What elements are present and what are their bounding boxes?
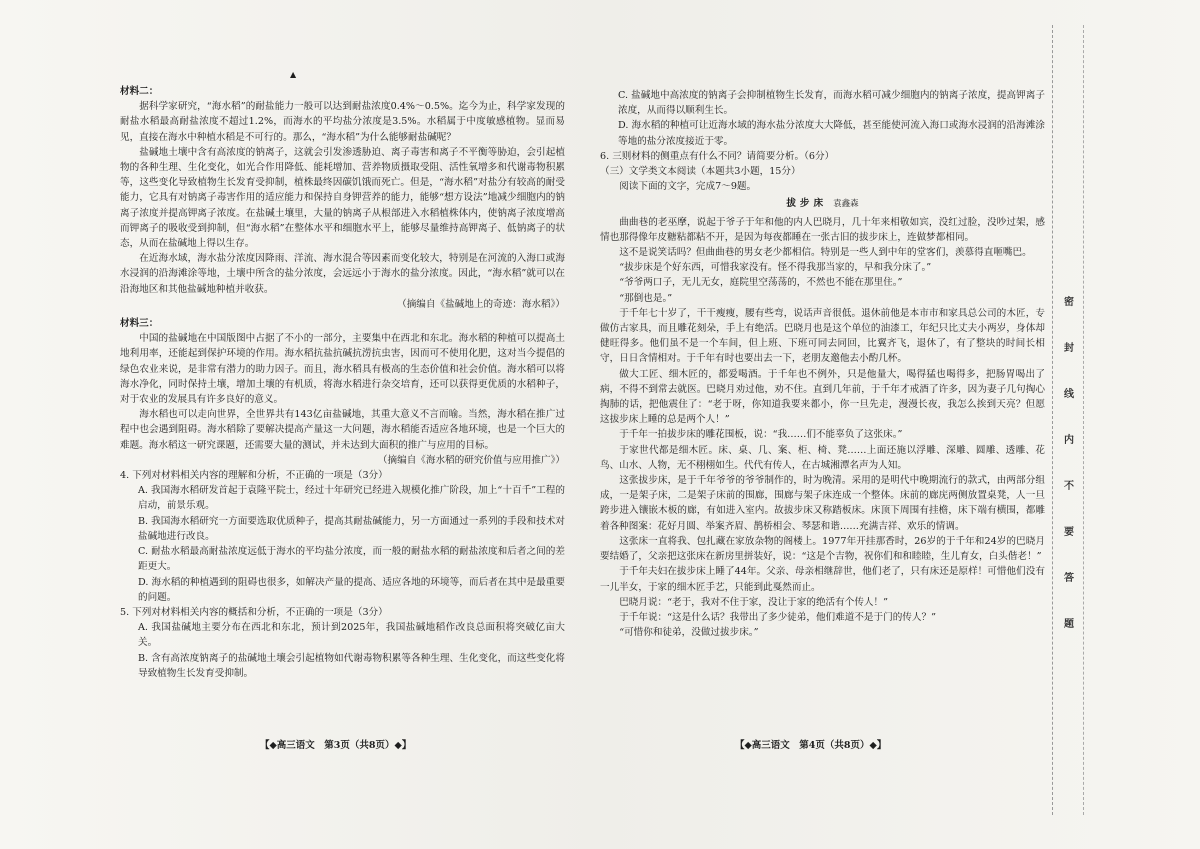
question-6: 6. 三则材料的侧重点有什么不同？请简要分析。（6分） xyxy=(600,150,835,162)
story-paragraph: 于千年七十岁了，干干瘦瘦，腰有些弯，说话声音很低。退休前他是本市市和家具总公司的木匠，专做仿古家具，而且雕花刻朵，手上有绝活。巴晓月也是这个单位的油漆工，年纪只比丈夫小两岁，身体却健旺得多。他们虽不是一个车间，但上班、下班可同去同回，比翼齐飞，退休了，有了整块的时间长相守，日日含情相对。于千年有时也要出去一下，老朋友邀他去小酌几杯。 xyxy=(600,307,1045,365)
material-2-paragraph: 盐碱地土壤中含有高浓度的钠离子，这就会引发渗透胁迫、离子毒害和离子不平衡等胁迫，会引起植物的各种生理、生化变化，如光合作用降低、能耗增加、营养物质摄取受阻、活性氧增多和代谢毒物积累等，这些变化导致植物生长发育受抑制，植株最终因碳饥饿而死亡。但是，“海水稻”对盐分有较高的耐受能力，它具有对钠离子毒害作用的适应能力和保持自身钾营养的能力，能够“想方设法”地减少细胞内的钠离子浓度并提高钾离子浓度。在盐碱土壤里，大量的钠离子从根部进入水稻植株体内，使钠离子浓度增高而钾离子的吸收受到抑制，但“海水稻”在整体水平和细胞水平上，能够尽量维持高钾离子、低钠离子的状态，从而在盐碱地上得以生存。 xyxy=(120,146,565,250)
story-paragraph: “爷爷两口子，无儿无女，庭院里空荡荡的，不然也不能在那里住。” xyxy=(619,277,903,289)
question-5-option-c: C. 盐碱地中高浓度的钠离子会抑制植物生长发育，而海水稻可减少细胞内的钠离子浓度，提高钾离子浓度，从而得以顺利生长。 xyxy=(618,90,1045,117)
material-2-heading: 材料二： xyxy=(120,86,159,97)
story-paragraph: 于家世代都是细木匠。床、桌、几、案、柜、椅、凳……上面还施以浮雕、深雕、圆雕、透雕、花鸟、山水、人物，无不栩栩如生。代代有传人，在古城湘潭名声为人知。 xyxy=(600,444,1045,471)
story-paragraph: 这不是说笑话吗？但曲曲巷的男女老少都相信。特别是一些人到中年的堂客们，羡慕得直咂嘴巴。 xyxy=(619,247,1032,259)
page-3 xyxy=(120,80,565,681)
question-4-option-d: D. 海水稻的种植遇到的阻碍也很多，如解决产量的提高、适应各地的环境等，而后者在其中是最重要的问题。 xyxy=(138,576,565,603)
question-5-option-a: A. 我国盐碱地主要分布在西北和东北，预计到2025年，我国盐碱地稻作改良总面积将突破亿亩大关。 xyxy=(138,622,565,649)
page-4-footer: 【◆高三语文 第4页（共8页）◆】 xyxy=(735,740,887,751)
material-2-paragraph: 在近海水域，海水盐分浓度因降雨、洋流、海水混合等因素而变化较大，特别是在河流的入海口或海水浸润的沿海滩涂等地，土壤中所含的盐分浓度，会远远小于海水的盐分浓度。因此，“海水稻”就可以在沿海地区和其他盐碱地种植并收获。 xyxy=(120,253,565,295)
story-paragraph: 做大工匠、细木匠的，都爱喝酒。于千年也不例外，只是他量大，喝得猛也喝得多，把肠胃喝出了病，不得不到常去就医。巴晓月劝过他，劝不住。直到几年前，于千年才戒酒了许多，因为妻子几句掏心掏肺的话，把他震住了：“老于呀，你知道我要来都小，你一旦先走，漫漫长夜，我怎么挨到天亮？但愿这拔步床上睡的总是两个人！” xyxy=(600,368,1045,426)
material-3-paragraph: 中国的盐碱地在中国版图中占据了不小的一部分，主要集中在西北和东北。海水稻的种植可以提高土地利用率，还能起到保护环境的作用。海水稻抗盐抗碱抗涝抗虫害，因而可不使用化肥，这对当今提倡的绿色农业来说，是非常有潜力的助力因子。而且，海水稻具有极高的生态价值和社会价值。海水稻可以将海水净化，同时保持土壤，增加土壤的有机质，将海水稻进行杂交培育，还可以获得更优质的水稻种子，对于农业的发展具有许多良好的意义。 xyxy=(120,333,565,406)
story-paragraph: 巴晓月说：“老于，我对不住于家，没让于家的绝活有个传人！” xyxy=(619,596,889,608)
material-3-citation: （摘编自《海水稻的研究价值与应用推广》） xyxy=(377,454,565,466)
question-4-option-c: C. 耐盐水稻最高耐盐浓度远低于海水的平均盐分浓度，而一般的耐盐水稻的耐盐浓度和后者之间的差距更大。 xyxy=(138,546,565,573)
question-4-option-b: B. 我国海水稻研究一方面要选取优质种子，提高其耐盐碱能力，另一方面通过一系列的手段和技术对盐碱地进行改良。 xyxy=(138,515,565,542)
question-5-option-b: B. 含有高浓度钠离子的盐碱地土壤会引起植物如代谢毒物积累等各种生理、生化变化，而这些变化将导致植物生长发育受抑制。 xyxy=(138,652,565,679)
question-5: 5. 下列对材料相关内容的概括和分析，不正确的一项是（3分） xyxy=(120,606,388,618)
story-title-text: 拔步床 xyxy=(786,198,828,210)
page-4 xyxy=(600,88,1045,640)
section-3-instruction: 阅读下面的文字，完成7～9题。 xyxy=(619,181,757,193)
question-4: 4. 下列对材料相关内容的理解和分析，不正确的一项是（3分） xyxy=(120,470,388,482)
story-paragraph: 曲曲巷的老巫摩，说起于爷子于年和他的内人巴晓月，几十年来相敬如宾，没红过脸，没吵过架，感情也那得像年皮糖粘都粘不开，是因为每夜都睡在一张古旧的拔步床上，连做梦都相同。 xyxy=(600,216,1045,243)
binding-notice: 密封线内不要答题 xyxy=(1064,297,1074,630)
story-paragraph: 于千年一拍拔步床的雕花围板，说：“我……们不能辜负了这张床。” xyxy=(619,429,903,441)
material-3-paragraph: 海水稻也可以走向世界，全世界共有143亿亩盐碱地，其重大意义不言而喻。当然，海水稻在推广过程中也会遇到阻碍。海水稻除了要解决提高产量这一大问题，海水稻能否适应各地环境，也是一个巨大的难题。海水稻这一研究课题，还需要大量的测试，并未达到大面积的推广与应用的目标。 xyxy=(120,409,565,451)
material-2-paragraph: 据科学家研究，“海水稻”的耐盐能力一般可以达到耐盐浓度0.4%～0.5%。迄今为止，科学家发现的耐盐水稻最高耐盐浓度不超过1.2%，而海水的平均盐分浓度是3.5%。水稻属于中度敏感植物。显而易见，直接在海水中种植水稻是不可行的。那么，“海水稻”为什么能够耐盐碱呢？ xyxy=(120,101,565,143)
story-paragraph: 于千年说：“这是什么话？我带出了多少徒弟，他们难道不是于门的传人？” xyxy=(619,611,936,623)
question-5-option-d: D. 海水稻的种植可让近海水域的海水盐分浓度大大降低，甚至能使河流入海口或海水浸润的沿海滩涂等地的盐分浓度接近于零。 xyxy=(618,120,1045,147)
question-4-option-a: A. 我国海水稻研发首起于袁隆平院士，经过十年研究已经进入规模化推广阶段，加上“十百千”工程的启动，前景乐观。 xyxy=(138,485,565,512)
story-paragraph: 于千年夫妇在拔步床上睡了44年。父亲、母亲相继辞世，他们老了，只有床还是原样！可惜他们没有一儿半女，于家的细木匠手艺，只能到此戛然而止。 xyxy=(600,566,1045,593)
story-paragraph: 这张拔步床，是于千年爷爷的爷爷制作的，时为晚清。采用的是明代中晚期流行的款式，由两部分组成，一是架子床，二是架子床前的围廊，围廊与架子床连成一个整体。床前的廊庑两侧放置桌凳，人一旦跨步进入镶嵌木板的廊，有如进入室内。故拔步床又称踏板床。床顶下周围有挂檐，床下端有横围，都雕着各种图案：花好月圆、举案齐眉、鹊桥相会、琴瑟和谐……充满吉祥、欢乐的情调。 xyxy=(600,475,1045,532)
story-paragraph: “可惜你和徒弟，没做过拔步床。” xyxy=(619,627,759,639)
story-title xyxy=(600,196,1045,212)
story-author: 袁鑫森 xyxy=(833,199,859,210)
story-paragraph: “拔步床是个好东西，可惜我家没有。怪不得我那当家的，早和我分床了。” xyxy=(619,262,932,274)
story-paragraph: 这张床一直将我、包扎藏在家放杂物的阁楼上。1977年开挂那香时，26岁的于千年和24岁的巴晓月要结婚了，父亲把这张床在新房里拼装好，说：“这是个吉物，祝你们和和睦睦，生儿育女，白头偕老！” xyxy=(600,535,1045,563)
page-3-footer: 【◆高三语文 第3页（共8页）◆】 xyxy=(260,740,412,751)
material-2-citation: （摘编自《盐碱地上的奇迹：海水稻》） xyxy=(397,298,565,310)
section-3-heading: （三）文学类文本阅读（本题共3小题，15分） xyxy=(600,166,801,178)
material-3-heading: 材料三： xyxy=(120,318,159,330)
page-mark: ▲ xyxy=(290,70,297,79)
story-paragraph: “那倒也是。” xyxy=(619,292,673,304)
